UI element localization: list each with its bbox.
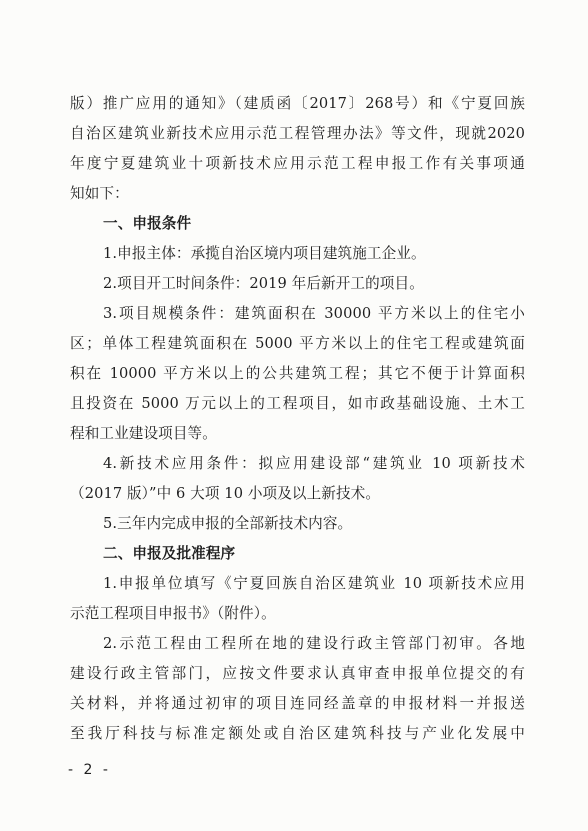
item-2-2-line-3: 关材料，并将通过初审的项目连同经盖章的申报材料一并报送 xyxy=(70,695,525,712)
item-1-4-line-1: 4.新技术应用条件：拟应用建设部“建筑业 10 项新技术 xyxy=(103,455,525,472)
item-1-5-line-1: 5.三年内完成申报的全部新技术内容。 xyxy=(103,515,353,532)
intro-line-3: 年度宁夏建筑业十项新技术应用示范工程申报工作有关事项通 xyxy=(70,155,525,172)
item-1-3-line-4: 且投资在 5000 万元以上的工程项目，如市政基础设施、土木工 xyxy=(70,395,525,412)
item-2-2-line-4: 至我厅科技与标准定额处或自治区建筑科技与产业化发展中 xyxy=(70,725,525,742)
item-2-2-line-1: 2.示范工程由工程所在地的建设行政主管部门初审。各地 xyxy=(103,635,525,652)
item-1-1-line-1: 1.申报主体：承揽自治区境内项目建筑施工企业。 xyxy=(103,245,426,262)
item-1-3-line-5: 程和工业建设项目等。 xyxy=(70,425,217,442)
item-2-1-line-2: 示范工程项目申报书》（附件）。 xyxy=(70,605,276,622)
item-1-3-line-1: 3.项目规模条件：建筑面积在 30000 平方米以上的住宅小 xyxy=(103,305,525,322)
page-number: - 2 - xyxy=(68,762,111,778)
section-heading-1: 一、申报条件 xyxy=(103,215,192,232)
item-1-2-line-1: 2.项目开工时间条件：2019 年后新开工的项目。 xyxy=(103,275,424,292)
section-heading-2: 二、申报及批准程序 xyxy=(103,545,236,562)
intro-line-2: 自治区建筑业新技术应用示范工程管理办法》等文件，现就2020 xyxy=(70,125,525,142)
item-1-3-line-2: 区；单体工程建筑面积在 5000 平方米以上的住宅工程或建筑面 xyxy=(70,335,525,352)
item-1-4-line-2: （2017 版）”中 6 大项 10 小项及以上新技术。 xyxy=(70,485,381,502)
item-1-3-line-3: 积在 10000 平方米以上的公共建筑工程；其它不便于计算面积 xyxy=(70,365,525,382)
intro-line-1: 版）推广应用的通知》（建质函〔2017〕268号）和《宁夏回族 xyxy=(70,95,525,112)
intro-line-4: 知如下： xyxy=(70,185,129,202)
item-2-2-line-2: 建设行政主管部门，应按文件要求认真审查申报单位提交的有 xyxy=(70,665,525,682)
item-2-1-line-1: 1.申报单位填写《宁夏回族自治区建筑业 10 项新技术应用 xyxy=(103,575,525,592)
